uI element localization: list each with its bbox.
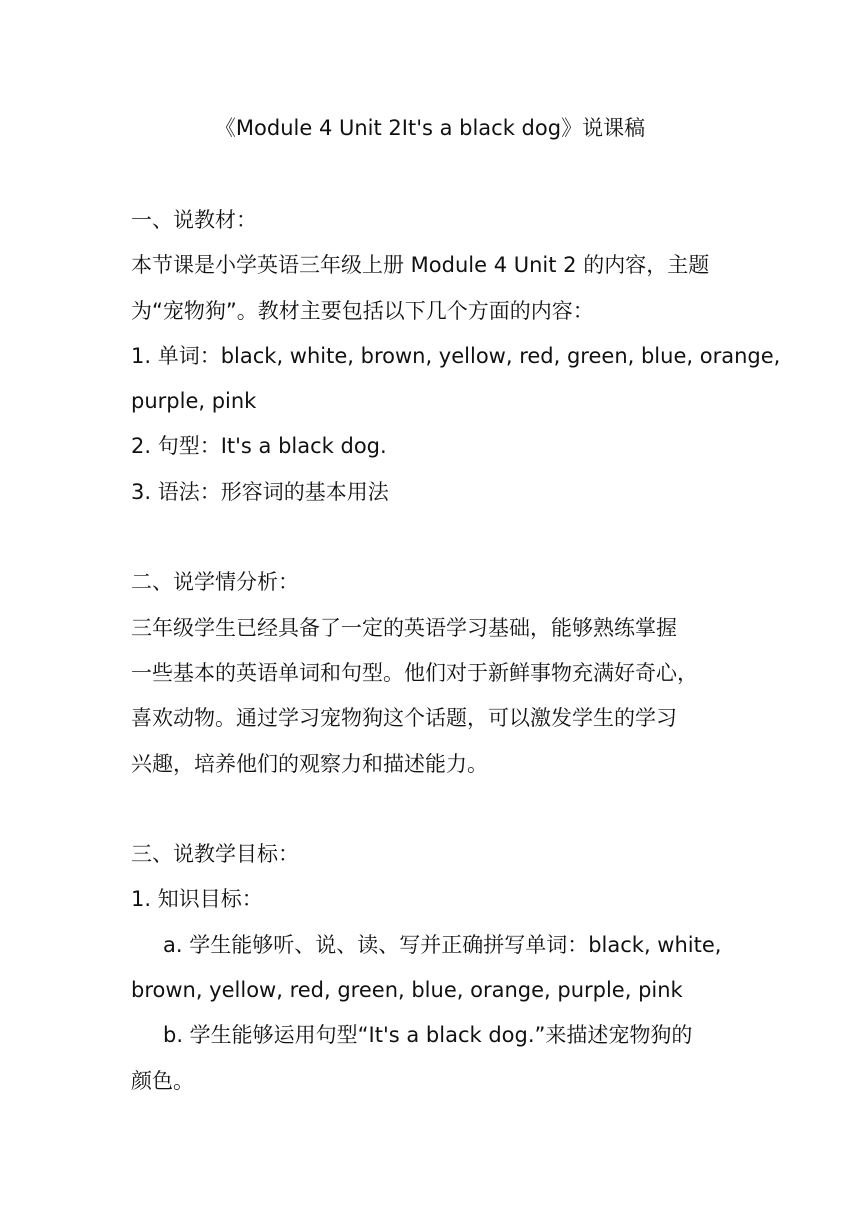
sub-item-a-continued: brown, yellow, red, green, blue, orange, purple, pink: [131, 978, 683, 1003]
sub-item-a: a. 学生能够听、说、读、写并正确拼写单词：black, white,: [163, 932, 722, 957]
sub-item-b: b. 学生能够运用句型“It's a black dog.”来描述宠物狗的: [163, 1023, 693, 1048]
list-item-knowledge-goal: 1. 知识目标：: [131, 887, 263, 912]
paragraph-line: 为“宠物狗”。教材主要包括以下几个方面的内容：: [131, 298, 594, 323]
list-item-vocabulary: 1. 单词：black, white, brown, yellow, red, green, blue, orange,: [131, 343, 781, 368]
document-title: 《Module 4 Unit 2It's a black dog》说课稿: [214, 116, 646, 140]
paragraph-line: 三年级学生已经具备了一定的英语学习基础，能够熟练掌握: [131, 615, 677, 640]
list-item-grammar: 3. 语法：形容词的基本用法: [131, 479, 389, 504]
list-item-sentence-pattern: 2. 句型：It's a black dog.: [131, 434, 387, 459]
paragraph-line: 一些基本的英语单词和句型。他们对于新鲜事物充满好奇心，: [131, 660, 698, 685]
paragraph-line: 兴趣，培养他们的观察力和描述能力。: [131, 751, 488, 776]
section-heading-learner-analysis: 二、说学情分析：: [131, 570, 299, 595]
sub-item-b-continued: 颜色。: [131, 1068, 194, 1093]
section-heading-teaching-goals: 三、说教学目标：: [131, 842, 299, 867]
section-heading-textbook: 一、说教材：: [131, 208, 257, 232]
document-body: [131, 198, 781, 1104]
list-item-vocabulary-continued: purple, pink: [131, 389, 257, 414]
blank-line: [131, 515, 731, 560]
paragraph-line: 喜欢动物。通过学习宠物狗这个话题，可以激发学生的学习: [131, 706, 677, 731]
blank-line: [131, 787, 731, 832]
paragraph-line: 本节课是小学英语三年级上册 Module 4 Unit 2 的内容，主题: [131, 253, 710, 278]
